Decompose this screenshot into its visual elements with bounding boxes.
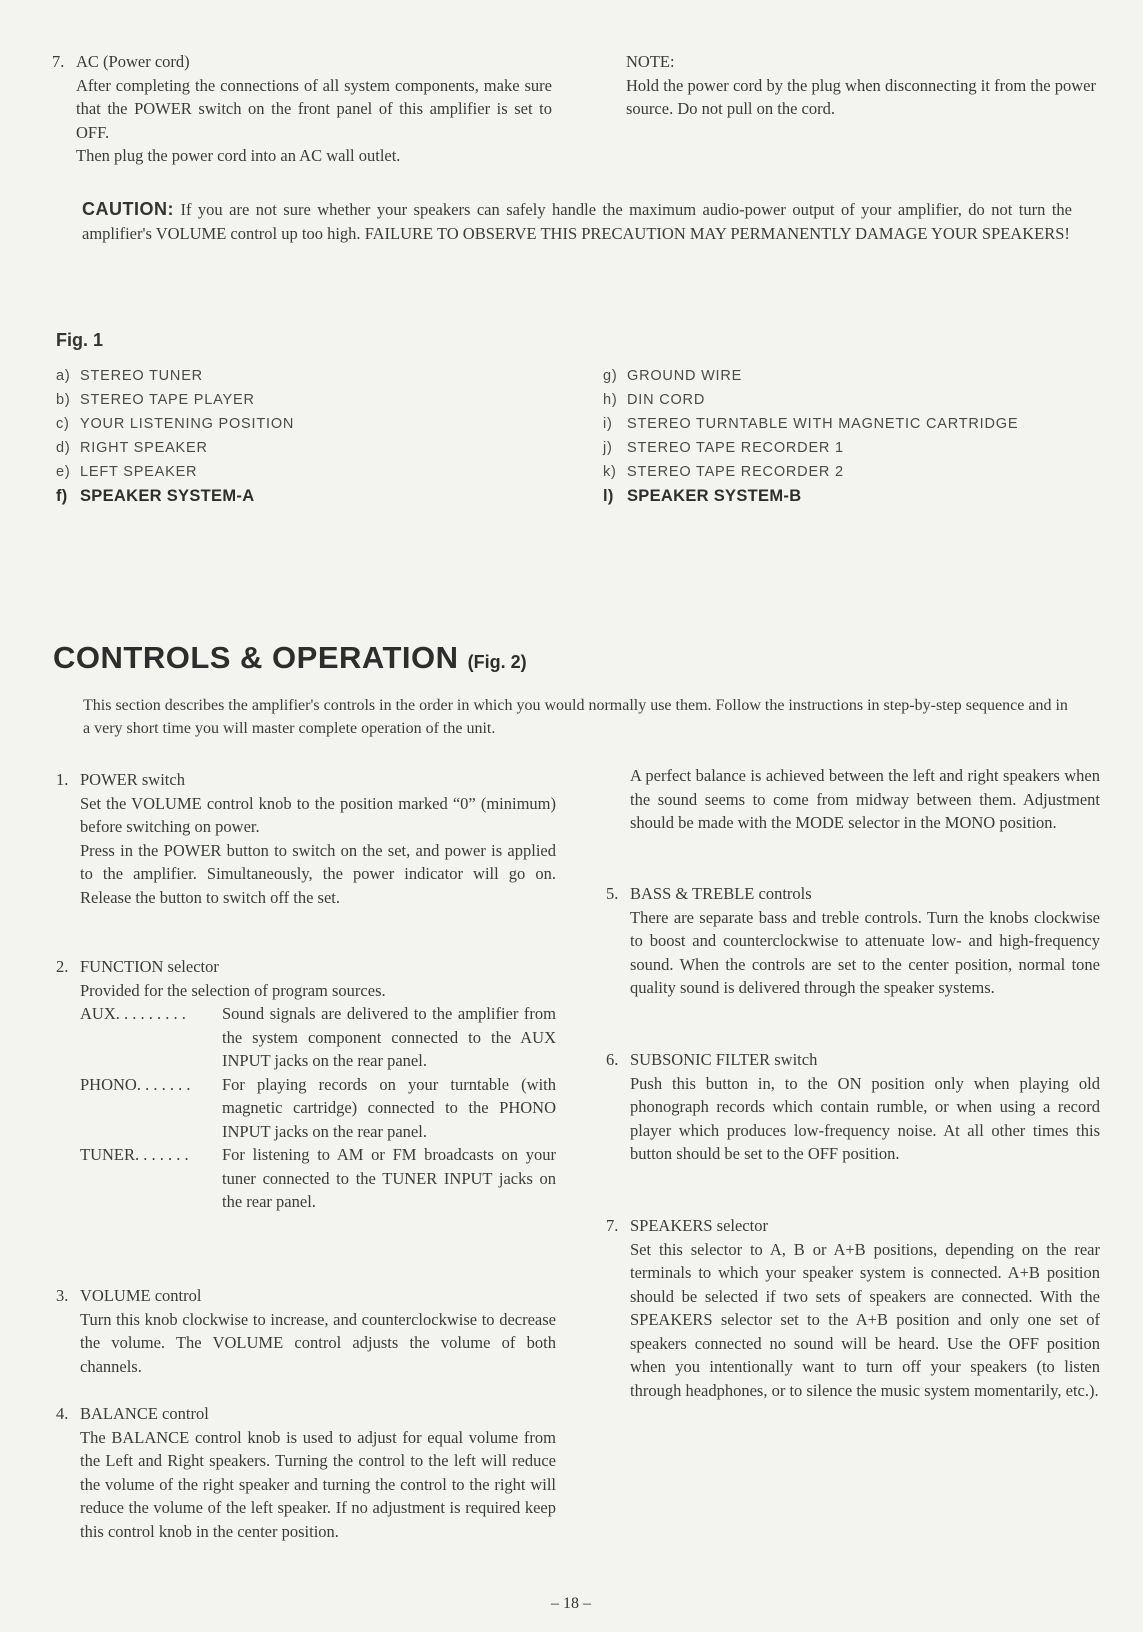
balance-control-continued: A perfect balance is achieved between the left and right speakers when the sound seems to come from midway between them. Adjustment should be made with the MODE selector in the MONO position. [630, 766, 1100, 832]
legend-key: j) [603, 440, 613, 456]
legend-item [56, 388, 294, 412]
power-switch-item [56, 768, 556, 909]
item-title: SPEAKERS selector [630, 1216, 768, 1235]
item-title: SUBSONIC FILTER switch [630, 1050, 818, 1069]
legend-label: STEREO TURNTABLE WITH MAGNETIC CARTRIDGE [627, 416, 1019, 432]
legend-key: b) [56, 392, 71, 408]
bass-treble-item [606, 882, 1100, 1000]
item-number: 6. [606, 1050, 619, 1069]
legend-key: a) [56, 368, 71, 384]
legend-key: g) [603, 368, 618, 384]
section-intro: This section describes the amplifier's controls in the order in which you would normally use them. Follow the instructions in step-by-step sequence and in a very short time you will master complete operation of the unit. [83, 697, 1068, 737]
item-text: Provided for the selection of program sources. [80, 980, 386, 1000]
legend-item [56, 484, 294, 508]
legend-label: STEREO TAPE RECORDER 2 [627, 464, 844, 480]
legend-item [603, 436, 1018, 460]
item-text: The BALANCE control knob is used to adjust for equal volume from the Left and Right speakers. Turning the control to the left will reduce the volume of the right speaker and turning the control to the right will reduce the volume of the left speaker. If no adjustment is required keep this control knob in the center position. [80, 1427, 556, 1541]
caution-text: If you are not sure whether your speakers can safely handle the maximum audio-power output of your amplifier, do not turn the amplifier's VOLUME control up too high. [82, 200, 1073, 243]
ac-power-cord-item [52, 50, 552, 168]
legend-label: DIN CORD [627, 392, 706, 408]
legend-key: e) [56, 464, 71, 480]
fig1-legend-right [603, 364, 1018, 508]
item-text-2: Then plug the power cord into an AC wall outlet. [76, 146, 401, 165]
item-number: 7. [52, 52, 65, 71]
item-text: Set the VOLUME control knob to the position marked “0” (minimum) before switching on power. [80, 793, 556, 836]
caution-label: CAUTION: [82, 199, 174, 219]
legend-item [603, 412, 1018, 436]
legend-label: YOUR LISTENING POSITION [80, 416, 295, 432]
item-title: AC (Power cord) [76, 52, 190, 71]
legend-key: h) [603, 392, 618, 408]
legend-key: d) [56, 440, 71, 456]
item-number: 5. [606, 884, 619, 903]
item-number: 4. [56, 1404, 69, 1423]
legend-key: c) [56, 416, 70, 432]
legend-label: STEREO TAPE RECORDER 1 [627, 440, 844, 456]
source-name: PHONO. . . . . . . [80, 1074, 191, 1094]
section-title-text: CONTROLS & OPERATION [53, 640, 459, 675]
note-block [626, 50, 1096, 121]
item-title: FUNCTION selector [80, 957, 219, 976]
note-text: Hold the power cord by the plug when disconnecting it from the power source. Do not pull on the cord. [626, 75, 1096, 118]
item-text: Turn this knob clockwise to increase, and counterclockwise to decrease the volume. The VOLUME control adjusts the volume of both channels. [80, 1309, 556, 1376]
item-title: BALANCE control [80, 1404, 209, 1423]
subsonic-filter-item [606, 1048, 1100, 1166]
item-text-2: Press in the POWER button to switch on the set, and power is applied to the amplifier. Simultaneously, the power indicator will go on. Release the button to switch off the set. [80, 840, 556, 907]
legend-item [56, 436, 294, 460]
volume-control-item [56, 1284, 556, 1378]
source-name: TUNER. . . . . . . [80, 1145, 189, 1164]
source-desc: For listening to AM or FM broadcasts on your tuner connected to the TUNER INPUT jacks on the rear panel. [222, 1145, 556, 1211]
function-selector-item [56, 955, 556, 1214]
legend-item [603, 364, 1018, 388]
item-number: 2. [56, 957, 69, 976]
legend-label: GROUND WIRE [627, 368, 743, 384]
balance-control-item [56, 1402, 556, 1543]
item-text: After completing the connections of all system components, make sure that the POWER switch on the front panel of this amplifier is set to OFF. [76, 75, 552, 142]
item-number: 1. [56, 770, 69, 789]
item-text: Set this selector to A, B or A+B positions, depending on the rear terminals to which your speaker system is connected. A+B position should be selected if two sets of speakers are connected. With the SPEAKERS selector set to the A+B position and only one set of speakers connected no sound will be heard. Use the OFF position when you intentionally want to turn off your speakers (to listen through headphones, or to silence the music system momentarily, etc.). [630, 1239, 1100, 1400]
item-text: There are separate bass and treble controls. Turn the knobs clockwise to boost and counterclockwise to attenuate low- and high-frequency sound. When the controls are set to the center position, normal tone quality sound is delivered through the speaker systems. [630, 907, 1100, 997]
function-source-phono [80, 1073, 556, 1144]
item-text: Push this button in, to the ON position only when playing old phonograph records which contain rumble, or when using a record player which produces low-frequency noise. At all other times this button should be set to the OFF position. [630, 1073, 1100, 1163]
legend-key: f) [56, 487, 68, 505]
item-number: 7. [606, 1216, 619, 1235]
legend-label: STEREO TUNER [80, 368, 203, 384]
legend-key: i) [603, 416, 613, 432]
legend-item [56, 412, 294, 436]
function-source-aux [80, 1002, 556, 1073]
caution-warning: FAILURE TO OBSERVE THIS PRECAUTION MAY PERMANENTLY DAMAGE YOUR SPEAKERS! [364, 223, 1070, 243]
source-desc: Sound signals are delivered to the amplifier from the system component connected to the AUX INPUT jacks on the rear panel. [222, 1004, 556, 1070]
legend-item [56, 460, 294, 484]
legend-item [603, 460, 1018, 484]
legend-key: k) [603, 464, 617, 480]
item-number: 3. [56, 1286, 69, 1305]
legend-item [603, 484, 1018, 508]
item-title: BASS & TREBLE controls [630, 884, 812, 903]
caution-block [82, 198, 1072, 245]
fig1-legend-left [56, 364, 294, 508]
section-title [53, 640, 527, 676]
legend-label: SPEAKER SYSTEM-A [80, 487, 255, 505]
legend-label: STEREO TAPE PLAYER [80, 392, 255, 408]
fig1-title: Fig. 1 [56, 330, 104, 350]
legend-label: SPEAKER SYSTEM-B [627, 487, 802, 505]
legend-label: RIGHT SPEAKER [80, 440, 208, 456]
function-source-tuner [80, 1143, 556, 1214]
legend-item [56, 364, 294, 388]
page-number: – 18 – [551, 1595, 591, 1612]
source-name: AUX. . . . . . . . . [80, 1004, 186, 1023]
source-desc: For playing records on your turntable (with magnetic cartridge) connected to the PHONO INPUT jacks on the rear panel. [222, 1074, 556, 1141]
item-title: VOLUME control [80, 1286, 202, 1305]
note-label: NOTE: [626, 52, 675, 71]
item-title: POWER switch [80, 770, 185, 789]
legend-item [603, 388, 1018, 412]
section-fig-ref: (Fig. 2) [467, 652, 527, 672]
speakers-selector-item [606, 1214, 1100, 1402]
legend-key: l) [603, 487, 614, 505]
legend-label: LEFT SPEAKER [80, 464, 198, 480]
